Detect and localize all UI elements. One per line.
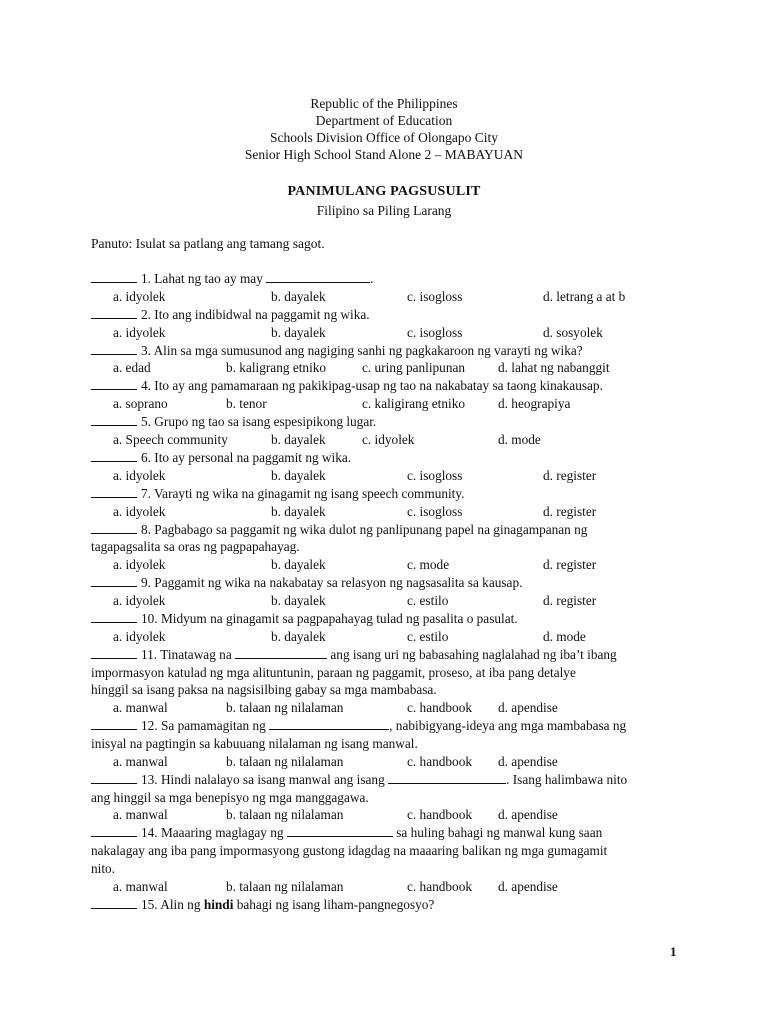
question-11-continued: impormasyon katulad ng mga alituntunin, paraan ng paggamit, proseso, at iba pang detalye: [91, 664, 576, 680]
option-a: a. idyolek: [113, 592, 166, 608]
fill-blank: [287, 824, 393, 837]
answer-blank: [91, 521, 137, 534]
option-c: c. idyolek: [362, 431, 415, 447]
answer-blank: [91, 574, 137, 587]
option-a: a. idyolek: [113, 628, 166, 644]
option-a: a. Speech community: [113, 431, 228, 447]
option-d: d. apendise: [498, 878, 558, 894]
option-b: b. dayalek: [271, 467, 326, 483]
question-13: 13. Hindi nalalayo sa isang manwal ang isang . Isang halimbawa nito: [91, 771, 691, 789]
option-c: c. estilo: [407, 592, 449, 608]
option-c: c. mode: [407, 557, 450, 573]
question-list: [91, 270, 691, 914]
question-2: 2. Ito ang indibidwal na paggamit ng wika.: [91, 306, 691, 324]
option-c: c. isogloss: [407, 324, 463, 340]
options-1: [91, 288, 691, 306]
header-line-school: Senior High School Stand Alone 2 – MABAYUAN: [244, 147, 524, 162]
option-c: c. uring panlipunan: [362, 360, 466, 376]
option-c: c. handbook: [407, 753, 472, 769]
answer-blank: [91, 306, 137, 319]
fill-blank: [235, 646, 327, 659]
options-13: [91, 806, 691, 824]
option-b: b. dayalek: [271, 628, 326, 644]
question-4: 4. Ito ay ang pamamaraan ng pakikipag-usap ng tao na nakabatay sa taong kinakausap.: [91, 377, 691, 395]
option-c: c. handbook: [407, 700, 472, 716]
answer-blank: [91, 413, 137, 426]
option-d: d. mode: [543, 628, 586, 644]
option-d: d. register: [543, 557, 597, 573]
question-14-continued: nakalagay ang iba pang impormasyong gustong idagdag na maaaring balikan ng mga gumagamit: [91, 843, 608, 859]
option-a: a. idyolek: [113, 503, 166, 519]
answer-blank: [91, 270, 137, 283]
option-d: d. register: [543, 467, 597, 483]
document-title: [0, 182, 768, 220]
option-a: a. idyolek: [113, 467, 166, 483]
question-6: 6. Ito ay personal na paggamit ng wika.: [91, 449, 691, 467]
option-b: b. talaan ng nilalaman: [226, 700, 344, 716]
question-8-continued: tagapagsalita sa oras ng pagpapahayag.: [91, 539, 300, 555]
option-a: a. manwal: [113, 807, 168, 823]
header-line-division: Schools Division Office of Olongapo City: [269, 130, 499, 145]
option-c: c. isogloss: [407, 467, 463, 483]
option-a: a. idyolek: [113, 288, 166, 304]
options-2: [91, 324, 691, 342]
question-8: 8. Pagbabago sa paggamit ng wika dulot ng panlipunang papel na ginagampanan ng: [91, 521, 691, 539]
answer-blank: [91, 646, 137, 659]
option-c: c. isogloss: [407, 288, 463, 304]
option-d: d. register: [543, 592, 597, 608]
option-a: a. manwal: [113, 878, 168, 894]
option-a: a. manwal: [113, 700, 168, 716]
options-12: [91, 753, 691, 771]
header-line-department: Department of Education: [315, 113, 453, 128]
option-d: d. mode: [498, 431, 541, 447]
option-b: b. dayalek: [271, 324, 326, 340]
answer-blank: [91, 449, 137, 462]
question-14: 14. Maaaring maglagay ng sa huling bahagi ng manwal kung saan: [91, 824, 691, 842]
option-d: d. apendise: [498, 807, 558, 823]
option-b: b. talaan ng nilalaman: [226, 878, 344, 894]
options-3: [91, 359, 691, 377]
question-13-continued: ang hinggil sa mga benepisyo ng mga manggagawa.: [91, 789, 369, 805]
options-9: [91, 592, 691, 610]
option-b: b. talaan ng nilalaman: [226, 753, 344, 769]
options-6: [91, 467, 691, 485]
option-d: d. apendise: [498, 700, 558, 716]
option-c: c. handbook: [407, 878, 472, 894]
options-10: [91, 628, 691, 646]
question-7: 7. Varayti ng wika na ginagamit ng isang speech community.: [91, 485, 691, 503]
option-b: b. dayalek: [271, 503, 326, 519]
exam-title: PANIMULANG PAGSUSULIT: [287, 184, 481, 199]
option-d: d. register: [543, 503, 597, 519]
answer-blank: [91, 342, 137, 355]
question-12: 12. Sa pamamagitan ng , nabibigyang-ideya ang mga mambabasa ng: [91, 717, 691, 735]
question-11: 11. Tinatawag na ang isang uri ng babasahing naglalahad ng iba’t ibang: [91, 646, 691, 664]
options-8: [91, 556, 691, 574]
question-14-continued-2: nito.: [91, 860, 116, 876]
option-c: c. estilo: [407, 628, 449, 644]
fill-blank: [388, 771, 506, 784]
page-number: 1: [670, 944, 677, 959]
fill-blank: [269, 717, 389, 730]
option-b: b. dayalek: [271, 288, 326, 304]
options-5: [91, 431, 691, 449]
option-a: a. idyolek: [113, 324, 166, 340]
option-b: b. dayalek: [271, 592, 326, 608]
option-d: d. sosyolek: [543, 324, 603, 340]
option-d: d. letrang a at b: [543, 288, 626, 304]
options-14: [91, 878, 691, 896]
answer-blank: [91, 717, 137, 730]
option-d: d. apendise: [498, 753, 558, 769]
question-1: 1. Lahat ng tao ay may .: [91, 270, 691, 288]
option-d: d. heograpiya: [498, 396, 571, 412]
answer-blank: [91, 896, 137, 909]
options-4: [91, 395, 691, 413]
options-7: [91, 503, 691, 521]
option-a: a. manwal: [113, 753, 168, 769]
question-10: 10. Midyum na ginagamit sa pagpapahayag tulad ng pasalita o pasulat.: [91, 610, 691, 628]
answer-blank: [91, 485, 137, 498]
option-a: a. edad: [113, 360, 151, 376]
answer-blank: [91, 824, 137, 837]
question-3: 3. Alin sa mga sumusunod ang nagiging sanhi ng pagkakaroon ng varayti ng wika?: [91, 342, 691, 360]
fill-blank: [266, 270, 370, 283]
option-c: c. isogloss: [407, 503, 463, 519]
option-b: b. talaan ng nilalaman: [226, 807, 344, 823]
option-b: b. dayalek: [271, 557, 326, 573]
subject-title: Filipino sa Piling Larang: [316, 203, 452, 218]
question-9: 9. Paggamit ng wika na nakabatay sa relasyon ng nagsasalita sa kausap.: [91, 574, 691, 592]
answer-blank: [91, 771, 137, 784]
question-11-continued-2: hinggil sa isang paksa na nagsisilbing gabay sa mga mambabasa.: [91, 682, 437, 698]
option-a: a. idyolek: [113, 557, 166, 573]
option-c: c. handbook: [407, 807, 472, 823]
question-5: 5. Grupo ng tao sa isang espesipikong lugar.: [91, 413, 691, 431]
option-c: c. kaligirang etniko: [362, 396, 466, 412]
answer-blank: [91, 377, 137, 390]
options-11: [91, 699, 691, 717]
option-a: a. soprano: [113, 396, 168, 412]
header-line-republic: Republic of the Philippines: [310, 96, 458, 111]
option-d: d. lahat ng nabanggit: [498, 360, 610, 376]
question-12-continued: inisyal na pagtingin sa kabuuang nilalaman ng isang manwal.: [91, 735, 418, 751]
option-b: b. kaligrang etniko: [226, 360, 327, 376]
option-b: b. dayalek: [271, 431, 326, 447]
option-b: b. tenor: [226, 396, 267, 412]
instructions: Panuto: Isulat sa patlang ang tamang sagot.: [91, 236, 325, 251]
question-15: 15. Alin ng hindi bahagi ng isang liham-pangnegosyo?: [91, 896, 691, 914]
answer-blank: [91, 610, 137, 623]
document-header: [0, 95, 768, 163]
